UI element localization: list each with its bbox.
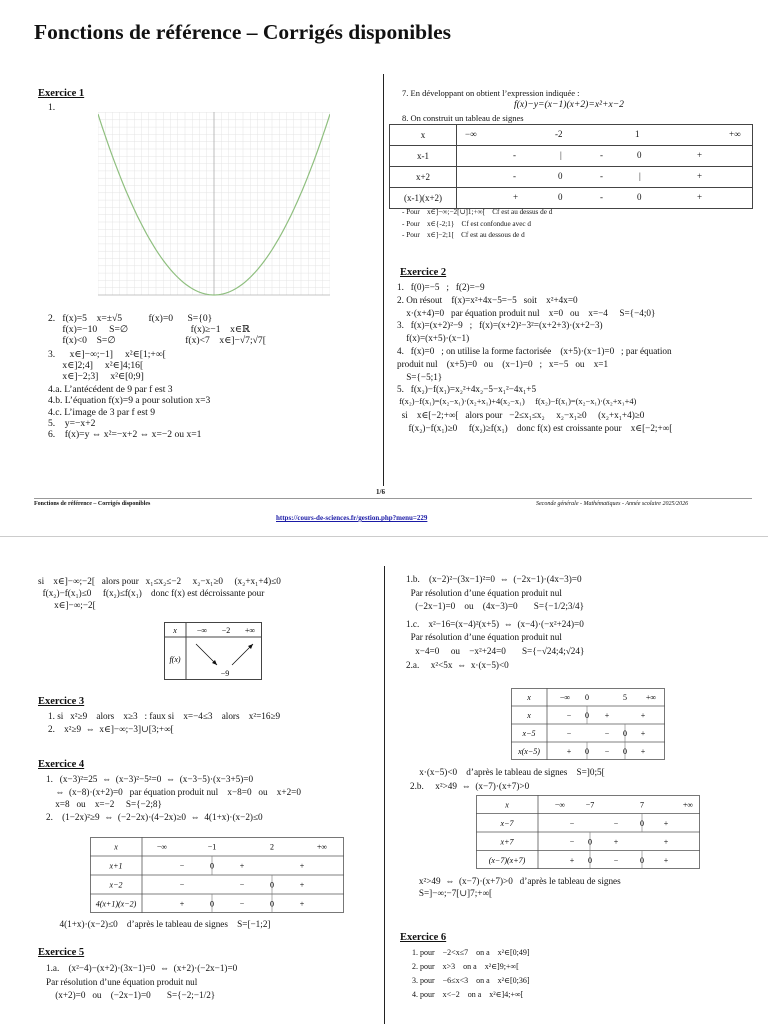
zero: 0	[623, 729, 627, 738]
answer-line: 2. (1−2x)²≥9 ⇔ (−2−2x)·(4−2x)≥0 ⇔ 4(1+x)·(x−2)≤0	[46, 811, 263, 822]
conclusion-line: - Pour x∈]−∞;−2[∪]1;+∞[ Cf est au dessus de d	[402, 208, 553, 216]
answer-line: Par résolution d’une équation produit nul	[406, 632, 562, 643]
page-title: Fonctions de référence – Corrigés disponibles	[34, 20, 452, 44]
sign: +	[569, 855, 575, 865]
answer-line: f(x)<0 S=∅ f(x)<7 x∈]−√7;√7[	[48, 335, 266, 347]
sign: +	[604, 711, 610, 720]
zero: 0	[588, 855, 592, 865]
cell: −∞ -2 1 +∞	[457, 125, 753, 146]
answer-line: 6. f(x)=y ⇔ x²=−x+2 ⇔ x=−2 ou x=1	[48, 429, 202, 441]
ex2b-sign-table	[476, 795, 700, 869]
course-link[interactable]: https://cours-de-sciences.fr/gestion.php?menu=229	[276, 514, 428, 522]
exercise-5-answers	[46, 962, 237, 1003]
answer-line: si x∈[−2;+∞[ alors pour −2≤x₁≤x₂ x₂−x₁≥0 (x₂+x₁+4)≥0	[397, 409, 645, 420]
header-value: 5	[623, 693, 627, 702]
cell: x+2	[390, 167, 457, 188]
conclusion-line: - Pour x∈]−2;1[ Cf est au dessous de d	[402, 231, 525, 239]
var-pinf: +∞	[244, 626, 256, 635]
header-value: +∞	[316, 842, 328, 852]
cell: + 0 - 0 +	[457, 188, 753, 209]
zero: 0	[588, 837, 592, 847]
sign: −	[179, 861, 185, 871]
page-number: 1/6	[376, 488, 385, 496]
answer-line: 3. x∈]−∞;−1] x²∈[1;+∞[	[48, 348, 166, 360]
ex5-right-answers	[406, 573, 584, 672]
column-divider	[384, 566, 385, 1024]
row-label: 4(x+1)(x−2)	[95, 899, 137, 909]
sign: −	[179, 880, 185, 890]
sign: +	[299, 861, 305, 871]
header-value: +∞	[645, 693, 657, 702]
var-x-label: x	[173, 626, 177, 635]
sign: −	[604, 747, 610, 756]
header-value: 2	[270, 842, 274, 852]
zero: 0	[210, 899, 214, 909]
zero: 0	[623, 747, 627, 756]
footer-right: Seconde générale - Mathématiques - Année scolaire 2025/2026	[536, 501, 689, 507]
exercise-1-answers	[48, 313, 266, 440]
answer-line: 1. si x²≥9 alors x≥3 : faux si x=−4≤3 alors x²=16≥9	[48, 711, 281, 721]
text-line: x∈]−∞;−2[	[38, 600, 96, 610]
var-fx-label: f(x)	[169, 655, 181, 664]
exercise-2-answers	[397, 281, 672, 435]
ex2a-sign-table	[511, 688, 665, 760]
row-label: (x−7)(x+7)	[488, 855, 526, 865]
sign: −	[239, 880, 245, 890]
ex4-sign-table	[90, 837, 344, 913]
answer-line: 1.c. x²−16=(x−4)²(x+5) ⇔ (x−4)·(−x²+24)=0	[406, 618, 584, 629]
answer-line: 1.a. (x²−4)−(x+2)·(3x−1)=0 ⇔ (x+2)·(−2x−1)=0	[46, 963, 238, 973]
sign: −	[239, 899, 245, 909]
sign: +	[640, 711, 646, 720]
exercise-3-heading: Exercice 3	[38, 696, 85, 707]
sign: −	[569, 818, 575, 828]
answer-line: 2. On résout f(x)=x²+4x−5=−5 soit x²+4x=0	[397, 294, 578, 305]
sign: +	[640, 747, 646, 756]
row-label: x	[505, 800, 509, 810]
zero: 0	[585, 711, 589, 720]
answer-line: ⇔ (x−8)·(x+2)=0 par équation produit nul x−8=0 ou x+2=0	[46, 786, 301, 797]
sign: +	[299, 880, 305, 890]
header-value: −7	[585, 800, 595, 810]
sign: −	[604, 729, 610, 738]
answer-line: 1.b. (x−2)²−(3x−1)²=0 ⇔ (−2x−1)·(4x−3)=0	[406, 574, 582, 584]
answer-line: S={−5;1}	[397, 371, 443, 382]
row-label: x	[527, 711, 531, 720]
sign: −	[613, 855, 619, 865]
header-value: −1	[207, 842, 217, 852]
header-value: −∞	[156, 842, 168, 852]
answer-line: 1. (x−3)²=25 ⇔ (x−3)²−5²=0 ⇔ (x−3−5)·(x−3+5)=0	[46, 774, 254, 784]
answer-line: x−4=0 ou −x²+24=0 S={−√24;4;√24}	[406, 645, 585, 656]
var-minf: −∞	[196, 626, 208, 635]
answer-line: 3. pour −6≤x<3 on a x²∈[0;36]	[412, 976, 530, 985]
answer-line: 3. f(x)=(x+2)²−9 ; f(x)=(x+2)²−3²=(x+2+3)·(x+2−3)	[397, 320, 603, 331]
header-value: −∞	[559, 693, 571, 702]
answer-line: 4.b. L’équation f(x)=9 a pour solution x=3	[48, 395, 211, 407]
answer-line: Par résolution d’une équation produit nul	[46, 976, 198, 987]
exercise-5-heading: Exercice 5	[38, 947, 85, 958]
exercise-6-heading: Exercice 6	[400, 932, 447, 943]
var-min-value: −9	[220, 669, 230, 678]
ex4-conclusion: 4(1+x)·(x−2)≤0 d’après le tableau de signes S=[−1;2]	[48, 919, 271, 929]
row-label: x−5	[522, 729, 536, 738]
answer-line: (x+2)=0 ou (−2x−1)=0 S={−2;−1/2}	[46, 990, 216, 1000]
exercise-2-heading: Exercice 2	[400, 267, 447, 278]
zero: 0	[640, 855, 644, 865]
answer-line: 4. f(x)=0 ; on utilise la forme factorisée (x+5)·(x−1)=0 ; par équation	[397, 345, 672, 356]
cell: - | - 0 +	[457, 146, 753, 167]
answer-line: 5. f(x₂)−f(x₁)=x₂²+4x₂−5−x₁²−4x₁+5	[397, 384, 537, 395]
cell: x-1	[390, 146, 457, 167]
exercise-1-heading: Exercice 1	[38, 88, 85, 99]
cell: (x-1)(x+2)	[390, 188, 457, 209]
sign: +	[663, 855, 669, 865]
zero: 0	[210, 861, 214, 871]
sign: +	[179, 899, 185, 909]
zero: 0	[640, 818, 644, 828]
row-label: x−7	[500, 818, 514, 828]
row-label: x+1	[109, 861, 123, 871]
row-label: x−2	[109, 880, 123, 890]
ex2b-conclusion	[412, 875, 621, 899]
row-label: x	[527, 693, 531, 702]
answer-line: x∈]−2;3] x²∈[0;9]	[48, 371, 144, 383]
text-line: f(x₂)−f(x₁)≤0 f(x₂)≤f(x₁) donc f(x) est décroissante pour	[38, 588, 265, 598]
ex2b-statement: 2.b. x²>49 ⇔ (x−7)·(x+7)>0	[410, 781, 530, 791]
answer-line: x∈]2;4] x²∈]4;16[	[48, 359, 144, 371]
sign: +	[299, 899, 305, 909]
header-value: −∞	[554, 800, 566, 810]
exercise-6-answers	[412, 946, 530, 1002]
row-label: x	[114, 842, 118, 852]
sign: −	[566, 711, 572, 720]
sign: −	[566, 729, 572, 738]
answer-line: f(x)=−10 S=∅ f(x)≥−1 x∈ℝ	[48, 324, 250, 336]
ex2a-conclusion: x·(x−5)<0 d’après le tableau de signes S=]0;5[	[410, 767, 605, 777]
sign-table	[389, 124, 753, 209]
zero: 0	[585, 747, 589, 756]
page-separator	[0, 536, 768, 537]
header-value: 0	[585, 693, 589, 702]
answer-line: f(x)=(x+5)·(x−1)	[397, 333, 470, 344]
item-7-formula: f(x)−y=(x−1)(x+2)=x²+x−2	[514, 99, 624, 110]
answer-line: produit nul (x+5)=0 ou (x−1)=0 ; x=−5 ou x=1	[397, 358, 609, 369]
zero: 0	[270, 899, 274, 909]
text-line: si x∈]−∞;−2[ alors pour x₁≤x₂≤−2 x₂−x₁≥0 (x₂+x₁+4)≤0	[38, 576, 281, 586]
answer-line: 5. y=−x+2	[48, 417, 96, 429]
answer-line: 2. x²≥9 ⇔ x∈]−∞;−3]∪[3;+∞[	[48, 724, 174, 734]
answer-line: f(x₂)−f(x₁)=(x₂−x₁)·(x₂+x₁)+4(x₂−x₁) f(x₂)−f(x₁)=(x₂−x₁)·(x₂+x₁+4)	[397, 397, 637, 407]
parabola-graph	[98, 112, 330, 300]
sign: +	[640, 729, 646, 738]
answer-line: 1. pour −2<x≤7 on a x²∈[0;49]	[412, 948, 530, 957]
answer-line: f(x₂)−f(x₁)≥0 f(x₂)≥f(x₁) donc f(x) est croissante pour x∈[−2;+∞[	[397, 422, 673, 433]
cell: x	[390, 125, 457, 146]
sign: +	[566, 747, 572, 756]
answer-line: (−2x−1)=0 ou (4x−3)=0 S={−1/2;3/4}	[406, 601, 585, 612]
answer-line: 2. pour x>3 on a x²∈]9;+∞[	[412, 962, 519, 971]
cell: - 0 - | +	[457, 167, 753, 188]
exercise-4-answers	[46, 773, 301, 823]
monotonicity-text	[38, 575, 281, 611]
answer-line: 4. pour x<−2 on a x²∈]4;+∞[	[412, 990, 524, 999]
sign: −	[613, 818, 619, 828]
sign: +	[613, 837, 619, 847]
answer-line: x²>49 ⇔ (x−7)·(x+7)>0 d’après le tableau de signes	[412, 876, 621, 886]
conclusion-line: - Pour x∈{-2;1} Cf est confondue avec d	[402, 219, 531, 228]
header-value: +∞	[682, 800, 694, 810]
answer-line: x·(x+4)=0 par équation produit nul x=0 ou x=−4 S={−4;0}	[397, 307, 656, 318]
answer-line: 2. f(x)=5 x=±√5 f(x)=0 S={0}	[48, 313, 213, 324]
sign: +	[663, 837, 669, 847]
footer-left: Fonctions de référence – Corrigés disponibles	[34, 501, 151, 507]
item-8: 8. On construit un tableau de signes	[402, 113, 524, 123]
zero: 0	[270, 880, 274, 890]
var-m2: −2	[221, 626, 231, 635]
row-label: x+7	[500, 837, 514, 847]
header-value: 7	[640, 800, 644, 810]
column-divider	[383, 74, 384, 486]
sign-conclusion	[402, 207, 552, 242]
item-7: 7. En développant on obtient l’expression indiquée :	[402, 88, 580, 98]
row-label: x(x−5)	[518, 747, 540, 756]
footer-rule	[34, 498, 752, 499]
sign: −	[569, 837, 575, 847]
answer-line: 1. f(0)=−5 ; f(2)=−9	[397, 282, 485, 292]
sign: +	[663, 818, 669, 828]
sign: +	[239, 861, 245, 871]
variation-table	[164, 622, 262, 680]
exercise-4-heading: Exercice 4	[38, 759, 85, 770]
answer-line: 4.a. L’antécédent de 9 par f est 3	[48, 384, 173, 396]
answer-line: Par résolution d’une équation produit nul	[406, 587, 562, 598]
answer-line: 4.c. L’image de 3 par f est 9	[48, 406, 156, 418]
answer-line: x=8 ou x=−2 S={−2;8}	[46, 799, 162, 809]
exercise-3-answers	[48, 710, 280, 736]
answer-line: S=]−∞;−7[∪]7;+∞[	[412, 888, 493, 898]
answer-line: 2.a. x²<5x ⇔ x·(x−5)<0	[406, 659, 509, 670]
question-number: 1.	[48, 102, 56, 113]
